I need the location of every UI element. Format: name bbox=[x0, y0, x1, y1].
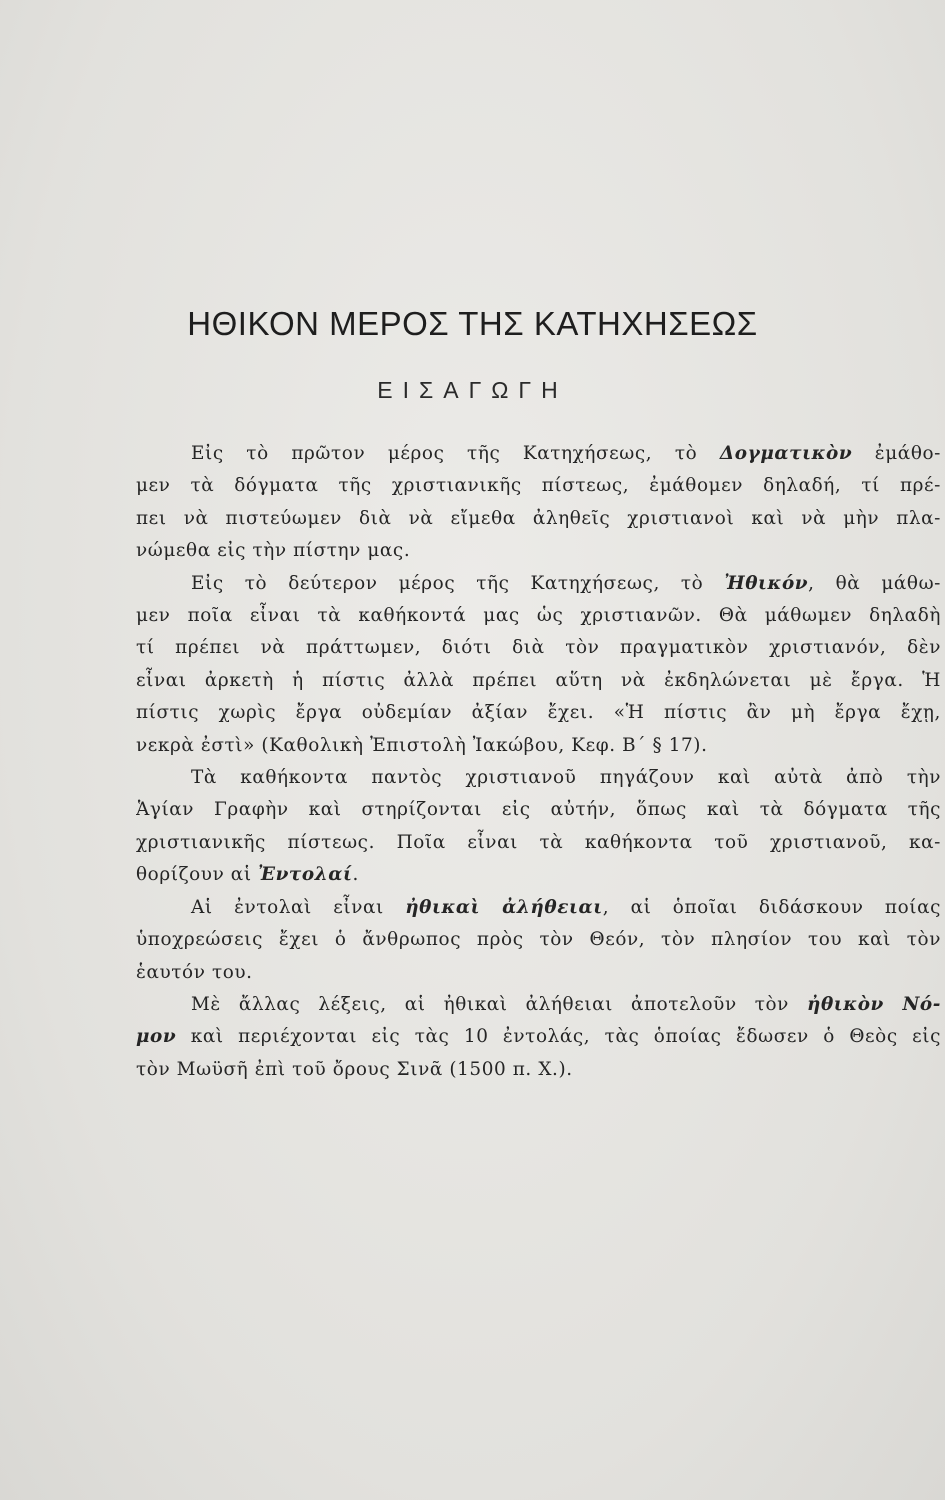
body-text bbox=[136, 438, 941, 1086]
paragraph bbox=[136, 762, 941, 892]
emphasized-term: μον bbox=[136, 1026, 177, 1048]
text-run: νώμεθα εἰς τὴν πίστην μας. bbox=[136, 540, 411, 562]
text-line bbox=[136, 470, 941, 502]
text-run: χριστιανικῆς πίστεως. Ποῖα εἶναι τὰ καθήκοντα τοῦ χριστιανοῦ, κα- bbox=[136, 831, 941, 853]
emphasized-term: ἠθικὸν Νό- bbox=[806, 993, 941, 1015]
text-line bbox=[136, 503, 941, 535]
text-line bbox=[136, 989, 941, 1021]
text-run: ἐμάθο- bbox=[852, 443, 941, 464]
paragraph bbox=[136, 438, 941, 568]
text-run: καὶ περιέχονται εἰς τὰς 10 ἐντολάς, τὰς ὁποίας ἔδωσεν ὁ Θεὸς εἰς bbox=[176, 1026, 941, 1048]
text-run: , αἱ ὁποῖαι διδάσκουν ποίας bbox=[602, 896, 941, 918]
text-run: θορίζουν αἱ bbox=[136, 864, 259, 886]
text-line bbox=[136, 665, 941, 697]
text-run: , θὰ μάθω- bbox=[808, 572, 941, 594]
text-line bbox=[136, 957, 941, 989]
text-line bbox=[136, 535, 941, 567]
text-run: Τὰ καθήκοντα παντὸς χριστιανοῦ πηγάζουν καὶ αὐτὰ ἀπὸ τὴν bbox=[191, 767, 941, 789]
text-run: ὑποχρεώσεις ἔχει ὁ ἄνθρωπος πρὸς τὸν Θεόν, τὸν πλησίον του καὶ τὸν bbox=[136, 929, 941, 951]
text-run: Εἰς τὸ πρῶτον μέρος τῆς Κατηχήσεως, τὸ bbox=[191, 443, 720, 464]
text-run: Μὲ ἄλλας λέξεις, αἱ ἠθικαὶ ἀλήθειαι ἀποτελοῦν τὸν bbox=[191, 993, 807, 1015]
text-line bbox=[136, 924, 941, 956]
section-title: ΕΙΣΑΓΩΓΗ bbox=[377, 377, 568, 403]
text-run: εἶναι ἀρκετὴ ἡ πίστις ἀλλὰ πρέπει αὕτη νὰ ἐκδηλώνεται μὲ ἔργα. Ἡ bbox=[136, 669, 941, 691]
text-run: ἑαυτόν του. bbox=[136, 961, 253, 983]
paragraph bbox=[136, 892, 941, 989]
emphasized-term: Δογματικὸν bbox=[719, 443, 853, 464]
page-title: ΗΘΙΚΟΝ ΜΕΡΟΣ ΤΗΣ ΚΑΤΗΧΗΣΕΩΣ bbox=[187, 305, 758, 342]
text-run: τὸν Μωϋσῆ ἐπὶ τοῦ ὄρους Σινᾶ (1500 π. Χ.). bbox=[136, 1058, 573, 1080]
text-run: πει νὰ πιστεύωμεν διὰ νὰ εἴμεθα ἀληθεῖς χριστιανοὶ καὶ νὰ μὴν πλα- bbox=[136, 507, 941, 529]
text-line bbox=[136, 827, 941, 859]
text-line bbox=[136, 600, 941, 632]
emphasized-term: Ἠθικόν bbox=[724, 572, 809, 594]
text-line bbox=[136, 730, 941, 762]
text-run: Αἱ ἐντολαὶ εἶναι bbox=[191, 896, 406, 918]
text-line bbox=[136, 632, 941, 664]
text-line bbox=[136, 438, 941, 470]
text-line bbox=[136, 859, 941, 891]
text-run: πίστις χωρὶς ἔργα οὐδεμίαν ἀξίαν ἔχει. «Ἡ πίστις ἂν μὴ ἔργα ἔχῃ, bbox=[136, 702, 941, 724]
emphasized-term: ἠθικαὶ ἀλήθειαι bbox=[405, 896, 603, 918]
text-run: Ἁγίαν Γραφὴν καὶ στηρίζονται εἰς αὐτήν, ὅπως καὶ τὰ δόγματα τῆς bbox=[136, 799, 941, 821]
paragraph bbox=[136, 989, 941, 1086]
text-run: μεν ποῖα εἶναι τὰ καθήκοντά μας ὡς χριστιανῶν. Θὰ μάθωμεν δηλαδὴ bbox=[136, 605, 941, 627]
text-run: τί πρέπει νὰ πράττωμεν, διότι διὰ τὸν πραγματικὸν χριστιανόν, δὲν bbox=[136, 637, 941, 659]
text-line bbox=[136, 892, 941, 924]
text-line bbox=[136, 1021, 941, 1053]
text-run: Εἰς τὸ δεύτερον μέρος τῆς Κατηχήσεως, τὸ bbox=[191, 572, 725, 594]
text-line bbox=[136, 568, 941, 600]
text-line bbox=[136, 697, 941, 729]
text-line bbox=[136, 794, 941, 826]
paragraph bbox=[136, 568, 941, 762]
text-run: νεκρὰ ἐστὶ» (Καθολικὴ Ἐπιστολὴ Ἰακώβου, Κεφ. Β΄ § 17). bbox=[136, 734, 708, 756]
emphasized-term: Ἐντολαί bbox=[258, 864, 353, 886]
text-line bbox=[136, 1054, 941, 1086]
text-run: μεν τὰ δόγματα τῆς χριστιανικῆς πίστεως, ἐμάθομεν δηλαδή, τί πρέ- bbox=[136, 475, 941, 497]
text-run: . bbox=[352, 864, 359, 886]
text-line bbox=[136, 762, 941, 794]
